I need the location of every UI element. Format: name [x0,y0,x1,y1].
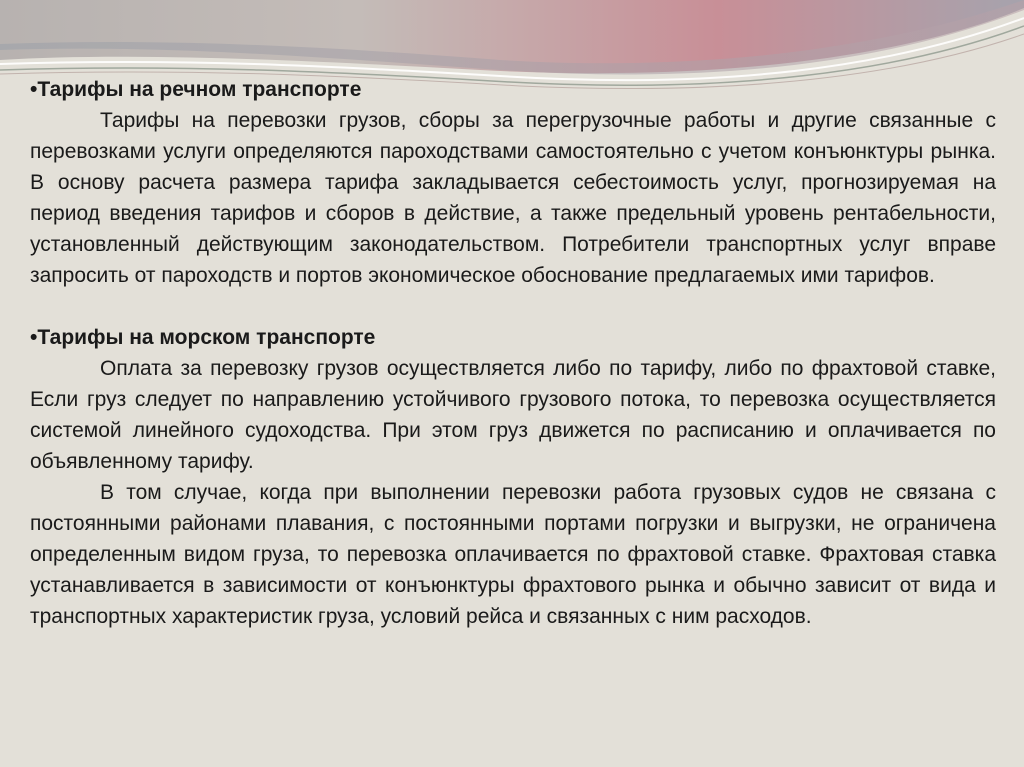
section-spacer [30,291,996,322]
section-heading-sea: •Тарифы на морском транспорте [30,326,376,349]
section-heading-river: •Тарифы на речном транспорте [30,78,362,101]
slide-content [30,74,996,632]
sea-transport-section [30,322,996,632]
river-transport-section [30,74,996,291]
paragraph-river-1: Тарифы на перевозки грузов, сборы за перегрузочные работы и другие связанные с перевозками услуги определяются пароходствами самостоятельно с учетом конъюнктуры рынка. В основу расчета размера тарифа закладывается себестоимость услуг, прогнозируемая на период введения тарифов и сборов в действие, а также предельный уровень рентабельности, установленный действующим законодательством. Потребители транспортных услуг вправе запросить от пароходств и портов экономическое обоснование предлагаемых ими тарифов. [30,109,996,287]
paragraph-sea-1: Оплата за перевозку грузов осуществляется либо по тарифу, либо по фрахтовой ставке, Если груз следует по направлению устойчивого грузового потока, то перевозка осуществляется системой линейного судоходства. При этом груз движется по расписанию и оплачивается по объявленному тарифу. [30,357,996,473]
paragraph-sea-2: В том случае, когда при выполнении перевозки работа грузовых судов не связана с постоянными районами плавания, с постоянными портами погрузки и выгрузки, не ограничена определенным видом груза, то перевозка оплачивается по фрахтовой ставке. Фрахтовая ставка устанавливается в зависимости от конъюнктуры фрахтового рынка и обычно зависит от вида и транспортных характеристик груза, условий рейса и связанных с ним расходов. [30,481,996,628]
